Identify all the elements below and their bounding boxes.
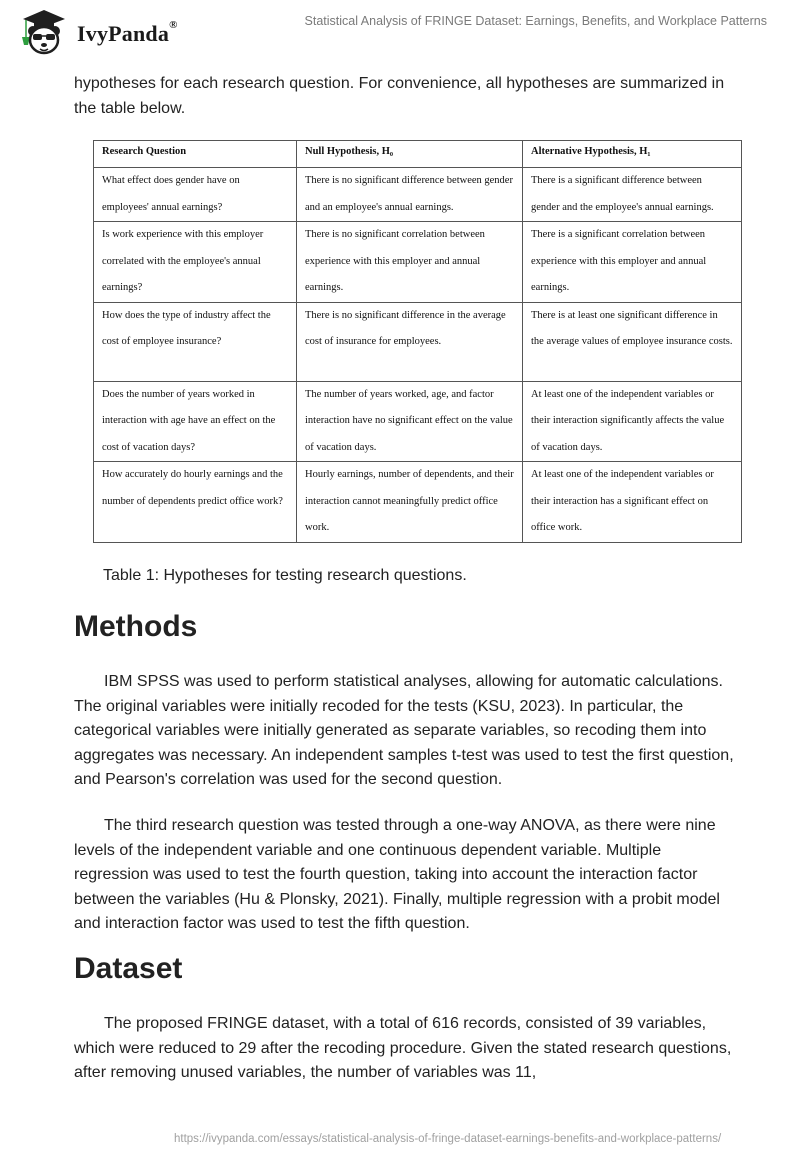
brand-name (77, 21, 178, 47)
table-cell: At least one of the independent variables or their interaction significantly affects the value of vacation days. (523, 381, 742, 462)
table-cell: The number of years worked, age, and factor interaction have no significant effect on the value of vacation days. (297, 381, 523, 462)
document-title: Statistical Analysis of FRINGE Dataset: Earnings, Benefits, and Workplace Patterns (304, 14, 767, 28)
table-header-row (94, 141, 742, 168)
table-caption: Table 1: Hypotheses for testing research questions. (103, 567, 467, 584)
table-cell: How accurately do hourly earnings and the number of dependents predict office work? (94, 462, 297, 543)
table-cell: There is no significant correlation between experience with this employer and annual earnings. (297, 222, 523, 303)
table-row (94, 222, 742, 303)
page-header (0, 0, 800, 60)
panda-graduate-icon (17, 7, 71, 57)
column-header-research-question: Research Question (94, 141, 297, 168)
dataset-paragraph-1: The proposed FRINGE dataset, with a total of 616 records, consisted of 39 variables, which were reduced to 29 after the recoding procedure. Given the stated research questions, after removing unused variables, the number of variables was 11, (74, 1015, 732, 1081)
table-cell: There is no significant difference in the average cost of insurance for employees. (297, 302, 523, 381)
methods-heading: Methods (74, 610, 198, 643)
source-url[interactable]: https://ivypanda.com/essays/statistical-analysis-of-fringe-dataset-earnings-benefits-and-workplace-patterns/ (174, 1133, 722, 1145)
table-cell: Hourly earnings, number of dependents, and their interaction cannot meaningfully predict office work. (297, 462, 523, 543)
table-cell: Is work experience with this employer correlated with the employee's annual earnings? (94, 222, 297, 303)
brand-text: IvyPanda (77, 21, 170, 46)
table-cell: How does the type of industry affect the cost of employee insurance? (94, 302, 297, 381)
table-cell: There is a significant correlation between experience with this employer and annual earnings. (523, 222, 742, 303)
table-row (94, 302, 742, 381)
table-row (94, 381, 742, 462)
column-header-null-hypothesis: Null Hypothesis, H₀ (297, 141, 523, 168)
table-cell: There is no significant difference between gender and an employee's annual earnings. (297, 168, 523, 222)
column-header-alternative-hypothesis: Alternative Hypothesis, H₁ (523, 141, 742, 168)
table-cell: What effect does gender have on employees' annual earnings? (94, 168, 297, 222)
ivypanda-logo[interactable] (17, 7, 178, 57)
table-cell: At least one of the independent variables or their interaction has a significant effect on office work. (523, 462, 742, 543)
methods-paragraph-1: IBM SPSS was used to perform statistical analyses, allowing for automatic calculations. The original variables were initially recoded for the tests (KSU, 2023). In particular, the categorical variables were initially generated as separate variables, so recoding them into aggregates was necessary. An independent samples t-test was used to test the first question, and Pearson's correlation was used for the second question. (74, 673, 734, 788)
dataset-heading: Dataset (74, 952, 183, 985)
table-cell: There is a significant difference between gender and the employee's annual earnings. (523, 168, 742, 222)
table-row (94, 168, 742, 222)
hypotheses-table (93, 140, 741, 543)
methods-paragraph-2: The third research question was tested through a one-way ANOVA, as there were nine levels of the independent variable and one continuous dependent variable. Multiple regression was used to test the fourth question, taking into account the interaction factor between the variables (Hu & Plonsky, 2021). Finally, multiple regression with a probit model and interaction factor was used to test the fifth question. (74, 817, 720, 932)
table-cell: Does the number of years worked in interaction with age have an effect on the cost of vacation days? (94, 381, 297, 462)
intro-paragraph: hypotheses for each research question. For convenience, all hypotheses are summarized in the table below. (74, 75, 725, 117)
registered-mark: ® (169, 19, 178, 31)
table-cell: There is at least one significant difference in the average values of employee insurance costs. (523, 302, 742, 381)
table-row (94, 462, 742, 543)
